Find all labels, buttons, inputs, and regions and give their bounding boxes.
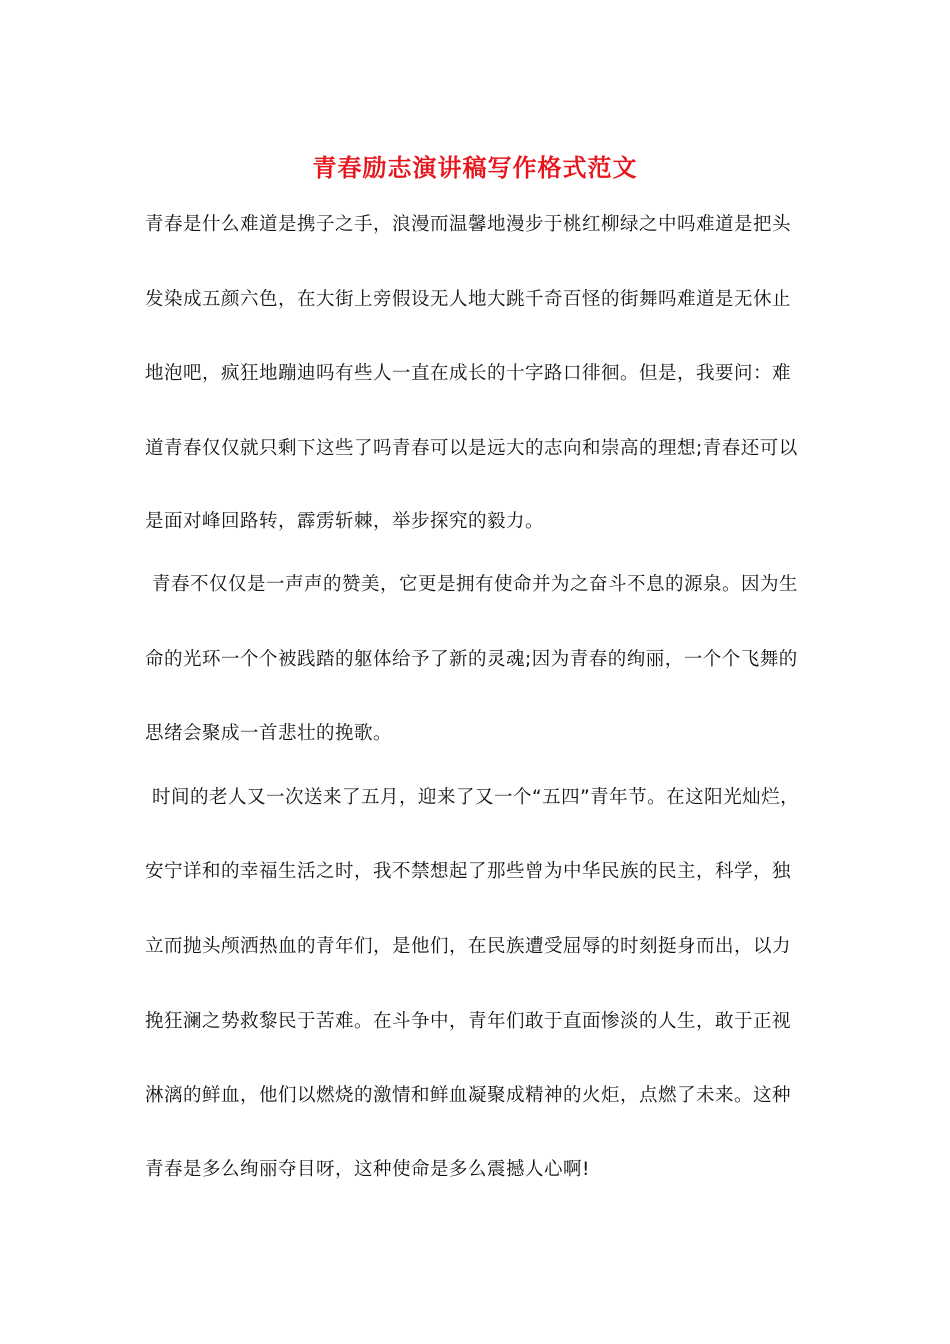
paragraph-3-line-3: 立而抛头颅洒热血的青年们，是他们，在民族遭受屈辱的时刻挺身而出，以力	[145, 936, 792, 957]
paragraph-3-line-4: 挽狂澜之势救黎民于苦难。在斗争中，青年们敢于直面惨淡的人生，敢于正视	[145, 1011, 792, 1032]
document-title: 青春励志演讲稿写作格式范文	[312, 153, 638, 182]
paragraph-3-line-1: 时间的老人又一次送来了五月，迎来了又一个“五四”青年节。在这阳光灿烂，	[152, 787, 800, 808]
paragraph-2-line-3: 思绪会聚成一首悲壮的挽歌。	[145, 723, 393, 744]
paragraph-1-line-5: 是面对峰回路转，霹雳斩棘，举步探究的毅力。	[145, 511, 545, 532]
paragraph-2-line-1: 青春不仅仅是一声声的赞美，它更是拥有使命并为之奋斗不息的源泉。因为生	[152, 574, 799, 595]
paragraph-1-line-3: 地泡吧，疯狂地蹦迪吗有些人一直在成长的十字路口徘徊。但是，我要问：难	[145, 363, 792, 384]
paragraph-3-line-5: 淋漓的鲜血，他们以燃烧的激情和鲜血凝聚成精神的火炬，点燃了未来。这种	[145, 1085, 792, 1106]
paragraph-3-line-6: 青春是多么绚丽夺目呀，这种使命是多么震撼人心啊!	[145, 1159, 590, 1180]
paragraph-1-line-4: 道青春仅仅就只剩下这些了吗青春可以是远大的志向和崇高的理想;青春还可以	[145, 438, 798, 459]
paragraph-3-line-2: 安宁详和的幸福生活之时，我不禁想起了那些曾为中华民族的民主，科学，独	[145, 861, 792, 882]
paragraph-1-line-2: 发染成五颜六色，在大街上旁假设无人地大跳千奇百怪的街舞吗难道是无休止	[145, 289, 792, 310]
paragraph-1-line-1: 青春是什么难道是携子之手，浪漫而温馨地漫步于桃红柳绿之中吗难道是把头	[145, 214, 792, 235]
paragraph-2-line-2: 命的光环一个个被践踏的躯体给予了新的灵魂;因为青春的绚丽，一个个飞舞的	[145, 649, 798, 670]
